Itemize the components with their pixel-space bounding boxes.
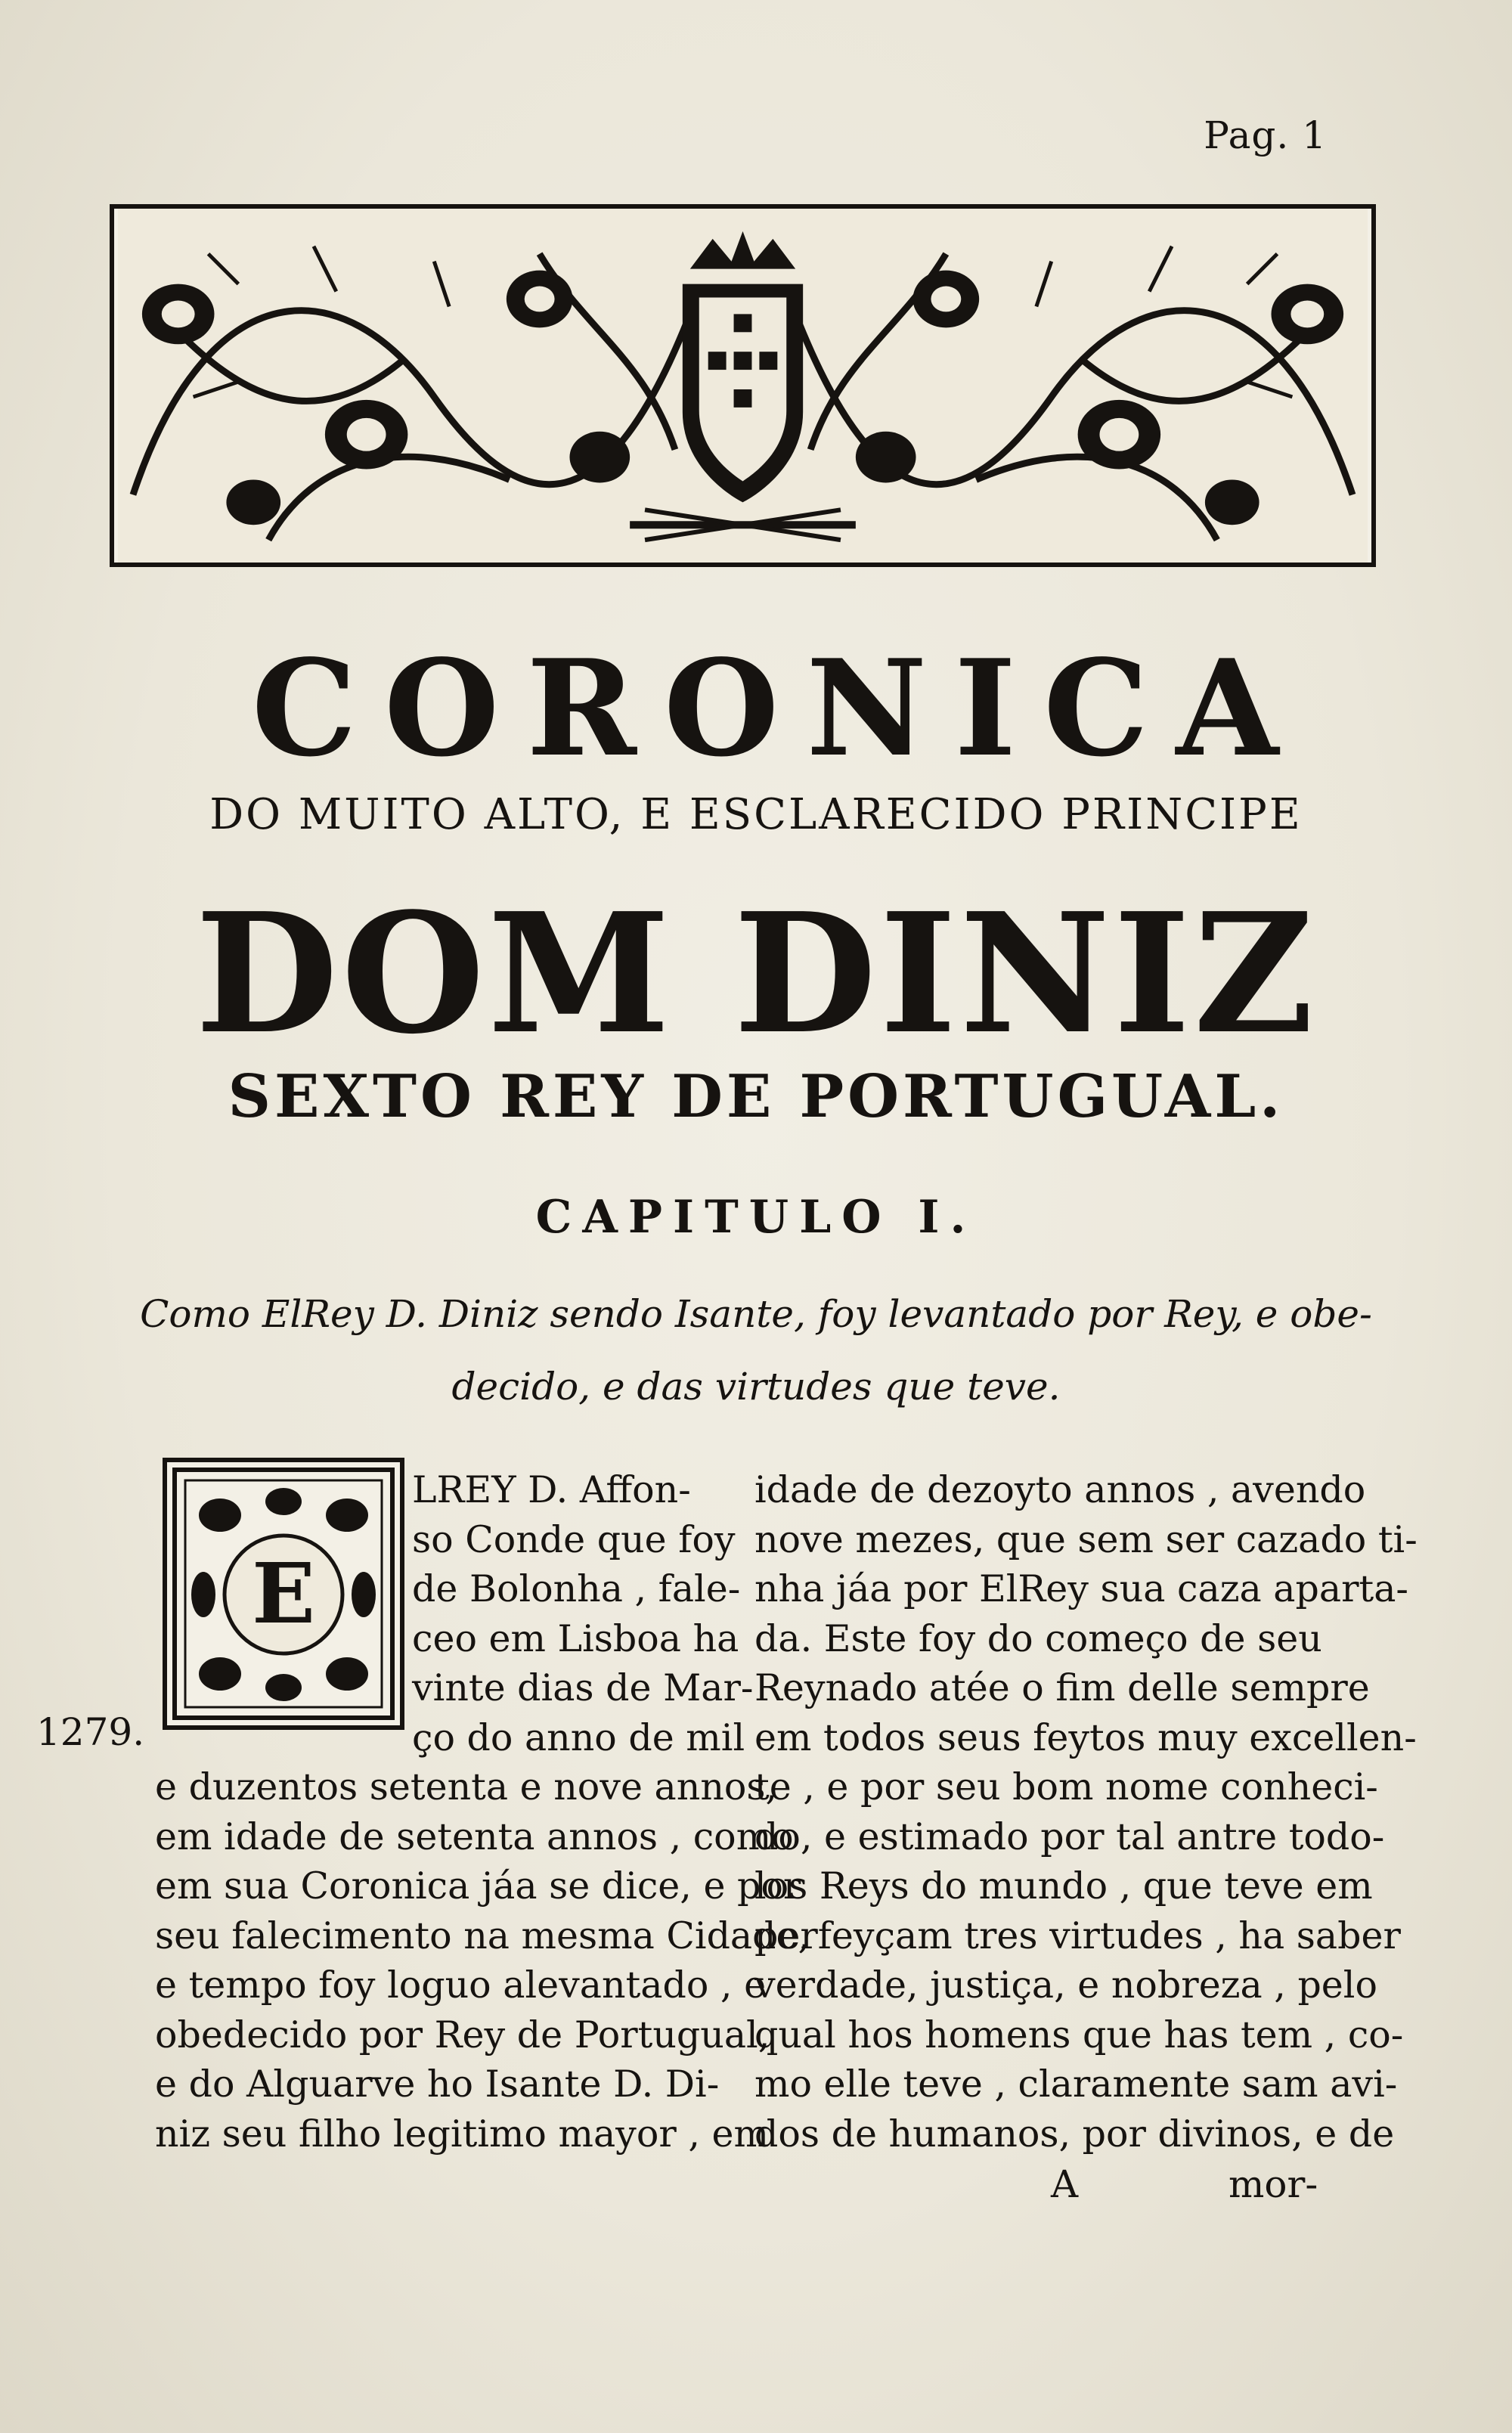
text-line: nha jáa por ElRey sua caza aparta- [754,1567,1408,1610]
chapter-description [0,1278,1512,1423]
text-line: niz seu filho legitimo mayor , em [155,2112,769,2156]
dropcap-letter: E [252,1545,315,1642]
text-line: obedecido por Rey de Portugual, [155,2013,770,2056]
text-line: te , e por seu bom nome conheci- [754,1765,1378,1808]
title-sexto-rey: SEXTO REY DE PORTUGUAL. [228,1062,1284,1131]
text-line: Reynado atée o fim delle sempre [754,1666,1370,1709]
text-line: em todos seus feytos muy excellen- [754,1715,1417,1759]
text-line: ceo em Lisboa ha [412,1616,739,1660]
text-line: vinte dias de Mar- [412,1666,754,1709]
left-column [155,1762,810,2159]
text-line: los Reys do mundo , que teve em [754,1864,1373,1908]
text-line: mo elle teve , claramente sam avi- [754,2063,1398,2106]
text-line: so Conde que foy [412,1517,736,1561]
text-line: em sua Coronica jáa se dice, e por [155,1864,801,1908]
text-line: ço do anno de mil [412,1715,745,1759]
text-line: de Bolonha , fale- [412,1567,741,1610]
decorated-initial [163,1458,404,1730]
text-line: e do Alguarve ho Isante D. Di- [155,2063,720,2106]
catchword: mor- [1228,2162,1318,2206]
margin-year-note: 1279. [36,1710,145,1754]
page-number: Pag. 1 [1204,113,1327,157]
floral-initial-icon [167,1462,400,1725]
text-line: LREY D. Affon- [412,1468,691,1511]
floral-headpiece-ornament [110,204,1376,567]
text-line: e duzentos setenta e nove annos, [155,1765,778,1808]
text-line: nove mezes, que sem ser cazado ti- [754,1517,1418,1561]
chapter-heading: CAPITULO I. [535,1191,977,1244]
text-line: e tempo foy loguo alevantado , e [155,1963,767,2007]
text-line: seu falecimento na mesma Cidade, [155,1914,810,1957]
text-line: dos de humanos, por divinos, e de [754,2112,1395,2156]
signature-mark: A [1051,2162,1079,2206]
text-line: em idade de setenta annos , como [155,1815,794,1858]
title-subtitle: DO MUITO ALTO, E ESCLARECIDO PRINCIPE [209,790,1303,839]
text-line: verdade, justiça, e nobreza , pelo [754,1963,1377,2007]
text-line: qual hos homens que has tem , co- [754,2013,1404,2056]
title-dom-diniz: DOM DINIZ [195,877,1317,1071]
title-coronica: CORONICA [251,631,1306,786]
text-line: do, e estimado por tal antre todo- [754,1815,1385,1858]
left-column-beside-initial [412,1465,753,1762]
chapter-description-line: Como ElRey D. Diniz sendo Isante, foy levantado por Rey, e obe- [140,1292,1372,1336]
right-column [754,1465,1418,2159]
text-line: idade de dezoyto annos , avendo [754,1468,1366,1511]
floral-crest-icon [114,209,1371,563]
text-line: perfeyçam tres virtudes , ha saber [754,1914,1401,1957]
chapter-description-line: decido, e das virtudes que teve. [451,1365,1061,1409]
text-line: da. Este foy do começo de seu [754,1616,1322,1660]
